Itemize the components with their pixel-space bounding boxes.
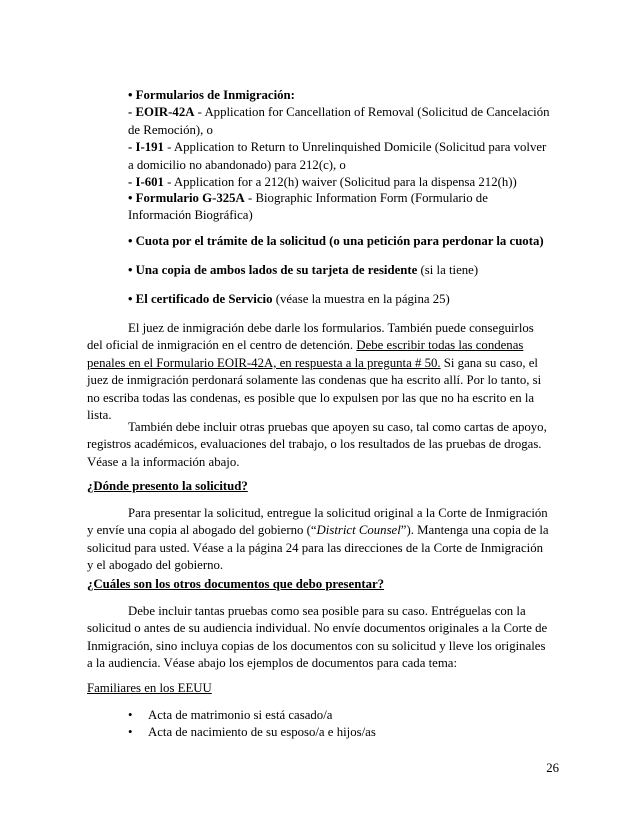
forms-title: • Formularios de Inmigración: bbox=[128, 88, 295, 102]
paragraph-other-documents: Debe incluir tantas pruebas como sea posible para su caso. Entréguelas con la solicitud o antes de su audiencia individual. No envíe documentos originales a la Corte de Inmigración, sino incluya copias de los documentos con su solicitud y lleve los originales a la audiencia. Véase abajo los ejemplos de documentos para cada tema: bbox=[87, 604, 548, 671]
bullet-icon: • bbox=[128, 725, 133, 740]
form-item: - I-601 - Application for a 212(h) waiver (Solicitud para la dispensa 212(h)) bbox=[128, 175, 517, 190]
heading-family: Familiares en los EEUU bbox=[87, 681, 212, 695]
resident-card-item: • Una copia de ambos lados de su tarjeta de residente (si la tiene) bbox=[128, 263, 479, 277]
immigration-forms-block bbox=[128, 87, 552, 191]
family-list bbox=[128, 707, 552, 742]
page-number: 26 bbox=[546, 761, 559, 775]
paragraph-evidence: También debe incluir otras pruebas que apoyen su caso, tal como cartas de apoyo, registros académicos, evaluaciones del trabajo, o los resultados de las pruebas de drogas. Véase a la información abajo. bbox=[87, 420, 547, 469]
bullet-icon: • bbox=[128, 708, 133, 722]
heading-other-documents: ¿Cuáles son los otros documentos que debo presentar? bbox=[87, 577, 385, 591]
certificate-item: • El certificado de Servicio (véase la muestra en la página 25) bbox=[128, 292, 450, 306]
g325a-item: • Formulario G-325A - Biographic Information Form (Formulario de Información Biográfica) bbox=[128, 191, 488, 223]
form-item: - I-191 - Application to Return to Unrelinquished Domicile (Solicitud para volver a domicilio no abandonado) para 212(c), o bbox=[128, 140, 547, 172]
paragraph-judge: El juez de inmigración debe darle los formularios. También puede conseguirlos del oficial de inmigración en el centro de detención. Debe escribir todas las condenas penales en el Formulario EOIR-42A, en respuesta a la pregunta # 50. Si gana su caso, el juez de inmigración perdonará solamente las condenas que ha escrito allí. Por lo tanto, si no escriba todas las condenas, es posible que lo expulsen por las que no ha escrito en la lista. bbox=[87, 321, 542, 423]
heading-where: ¿Dónde presento la solicitud? bbox=[87, 479, 248, 493]
form-item: - EOIR-42A - Application for Cancellation of Removal (Solicitud de Cancelación de Remoción), o bbox=[128, 105, 550, 137]
list-item: • Acta de nacimiento de su esposo/a e hijos/as bbox=[128, 724, 552, 741]
list-item: • Acta de matrimonio si está casado/a bbox=[128, 707, 552, 724]
paragraph-where: Para presentar la solicitud, entregue la solicitud original a la Corte de Inmigración y envíe una copia al abogado del gobierno (“District Counsel”). Mantenga una copia de la solicitud para usted. Véase a la página 24 para las direcciones de la Corte de Inmigración y el abogado del gobierno. bbox=[87, 506, 549, 573]
fee-item: • Cuota por el trámite de la solicitud (o una petición para perdonar la cuota) bbox=[128, 234, 544, 248]
